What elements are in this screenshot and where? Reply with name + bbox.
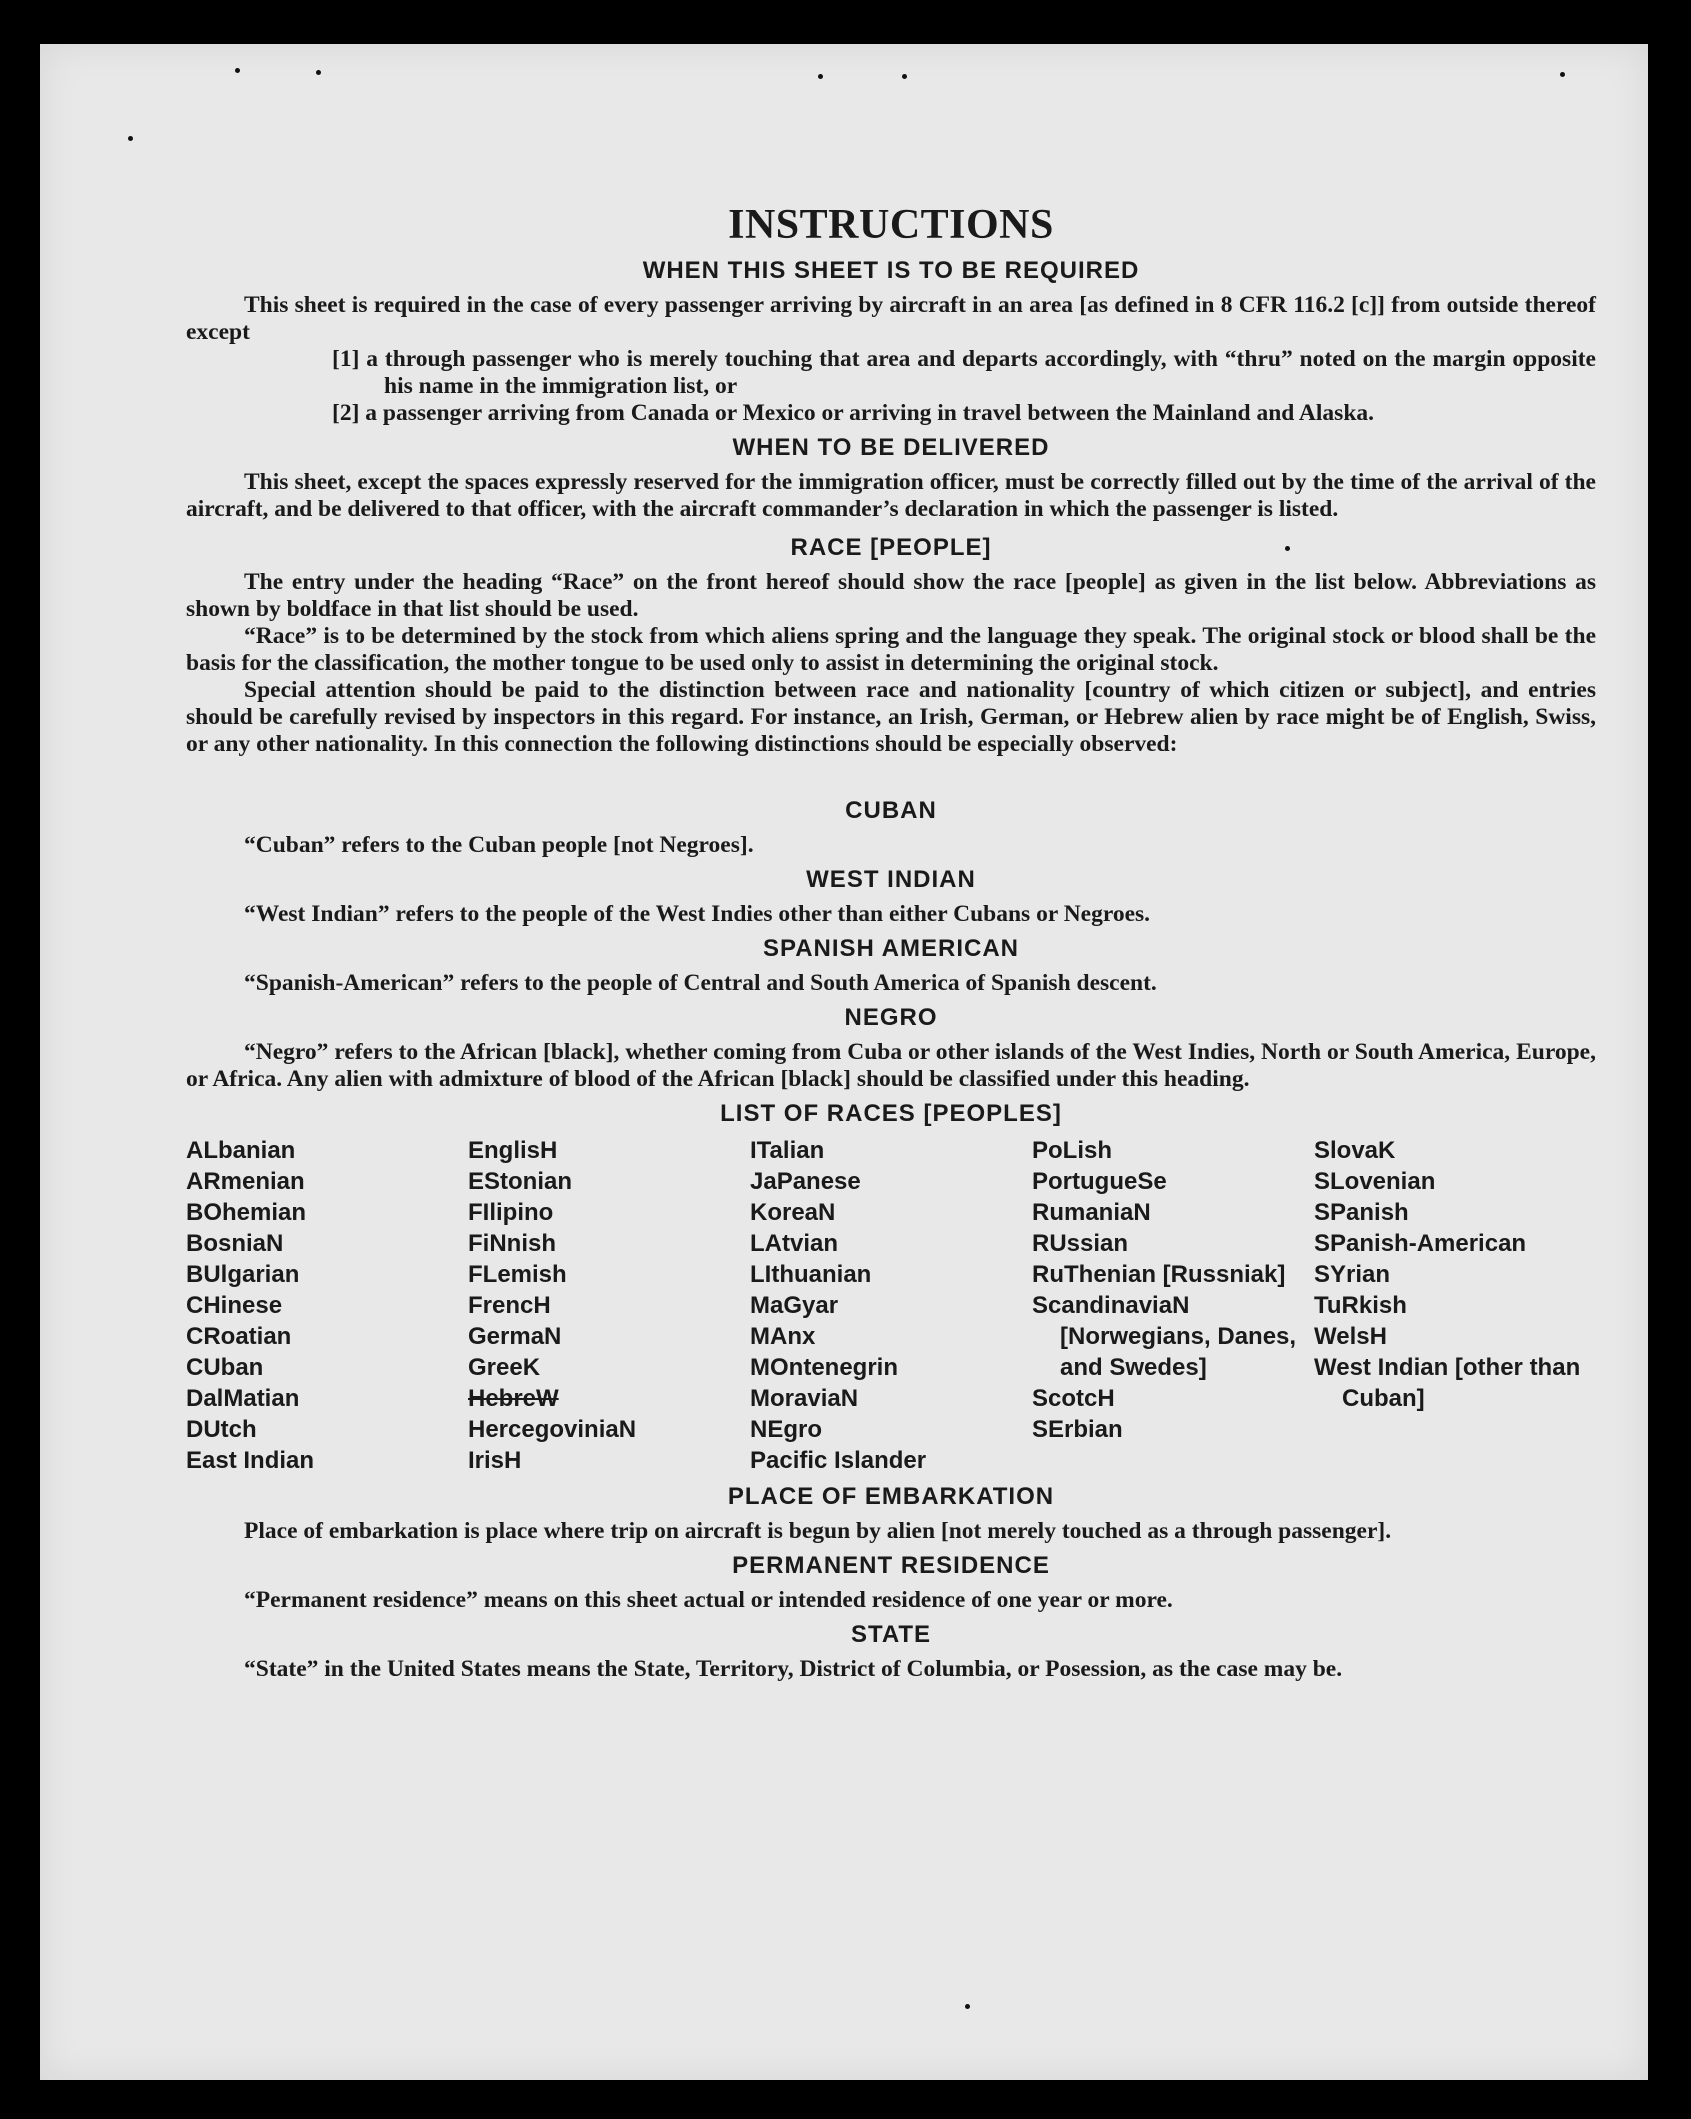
race-item: MOntenegrin	[750, 1354, 898, 1381]
race-item: RuThenian [Russniak]	[1032, 1261, 1286, 1288]
race-item: ScandinaviaN [Norwegians, Danes, and Swedes]	[1032, 1292, 1297, 1381]
residence-text: “Permanent residence” means on this sheet actual or intended residence of one year or more.	[244, 1587, 1173, 1613]
race-item-struck: HebreW	[468, 1385, 559, 1412]
section-heading-cuban: CUBAN	[845, 797, 937, 824]
race-item: RumaniaN	[1032, 1199, 1151, 1226]
race-item: FiNnish	[468, 1230, 556, 1257]
race-paragraph-2: “Race” is to be determined by the stock from which aliens spring and the language they speak. The original stock or blood shall be the basis for the classification, the mother tongue to be used only to assist in determining the original stock.	[186, 623, 1596, 676]
section-heading-residence: PERMANENT RESIDENCE	[732, 1552, 1050, 1579]
race-item: FrencH	[468, 1292, 551, 1319]
required-item-1: [1] a through passenger who is merely touching that area and departs accordingly, with “thru” noted on the margin opposite his name in the immigration list, or	[332, 346, 1596, 399]
race-item: MaGyar	[750, 1292, 839, 1319]
race-item: SYrian	[1314, 1261, 1391, 1288]
race-item: PortugueSe	[1032, 1168, 1167, 1195]
race-item: TuRkish	[1314, 1292, 1407, 1319]
race-item: ScotcH	[1032, 1385, 1115, 1412]
speck-mark	[1560, 72, 1565, 77]
section-heading-state: STATE	[850, 1621, 932, 1648]
race-item: SLovenian	[1314, 1168, 1436, 1195]
race-item: Pacific Islander	[750, 1447, 927, 1474]
race-item: PoLish	[1032, 1137, 1113, 1164]
race-item: LIthuanian	[750, 1261, 872, 1288]
race-item: SPanish-American	[1314, 1230, 1527, 1257]
race-item: DalMatian	[186, 1385, 300, 1412]
race-paragraph-3: Special attention should be paid to the distinction between race and nationality [country of which citizen or subject], and entries should be carefully revised by inspectors in this regard. For instance, an Irish, German, or Hebrew alien by race might be of English, Swiss, or any other nationality. In this connection the following distinctions should be especially observed:	[186, 677, 1596, 757]
section-heading-negro: NEGRO	[844, 1004, 938, 1031]
race-item: IrisH	[468, 1447, 522, 1474]
delivered-text: This sheet, except the spaces expressly reserved for the immigration officer, must be correctly filled out by the time of the arrival of the aircraft, and be delivered to that officer, with the aircraft commander’s declaration in which the passenger is listed.	[186, 469, 1596, 522]
race-item: West Indian [other than Cuban]	[1314, 1354, 1581, 1412]
race-paragraph-1: The entry under the heading “Race” on the front hereof should show the race [people] as given in the list below. Abbreviations as shown by boldface in that list should be used.	[186, 569, 1596, 622]
section-heading-west-indian: WEST INDIAN	[806, 866, 976, 893]
race-item: FLemish	[468, 1261, 567, 1288]
section-heading-list-of-races: LIST OF RACES [PEOPLES]	[720, 1100, 1062, 1127]
race-item: GreeK	[468, 1354, 541, 1381]
race-item: FIlipino	[468, 1199, 554, 1226]
race-item: MAnx	[750, 1323, 816, 1350]
race-item: WelsH	[1314, 1323, 1387, 1350]
race-item: ARmenian	[186, 1168, 305, 1195]
race-item: SlovaK	[1314, 1137, 1396, 1164]
embarkation-text: Place of embarkation is place where trip on aircraft is begun by alien [not merely touched as a through passenger].	[244, 1518, 1392, 1544]
speck-mark	[902, 74, 907, 79]
section-heading-required: WHEN THIS SHEET IS TO BE REQUIRED	[642, 257, 1140, 284]
race-item: NEgro	[750, 1416, 822, 1443]
spanish-american-text: “Spanish-American” refers to the people of Central and South America of Spanish descent.	[244, 970, 1157, 996]
race-item: BosniaN	[186, 1230, 284, 1257]
section-heading-delivered: WHEN TO BE DELIVERED	[732, 434, 1050, 461]
race-item: CUban	[186, 1354, 264, 1381]
races-column-1	[186, 1135, 468, 1476]
race-item: BOhemian	[186, 1199, 307, 1226]
race-item: DUtch	[186, 1416, 257, 1443]
race-item: KoreaN	[750, 1199, 836, 1226]
race-item: JaPanese	[750, 1168, 861, 1195]
race-item: EnglisH	[468, 1137, 558, 1164]
race-item: ALbanian	[186, 1137, 296, 1164]
instructions-content	[186, 154, 1596, 1683]
page-title: INSTRUCTIONS	[728, 202, 1054, 248]
race-item: BUlgarian	[186, 1261, 300, 1288]
race-item: EStonian	[468, 1168, 573, 1195]
race-item: CHinese	[186, 1292, 283, 1319]
races-column-5	[1314, 1135, 1596, 1476]
race-item: GermaN	[468, 1323, 562, 1350]
required-intro: This sheet is required in the case of every passenger arriving by aircraft in an area [as defined in 8 CFR 116.2 [c]] from outside thereof except	[186, 292, 1596, 345]
races-column-3	[750, 1135, 1032, 1476]
section-heading-embarkation: PLACE OF EMBARKATION	[727, 1483, 1055, 1510]
section-heading-spanish-american: SPANISH AMERICAN	[762, 935, 1019, 962]
speck-mark	[965, 2004, 970, 2009]
document-sheet	[40, 44, 1648, 2080]
race-item: MoraviaN	[750, 1385, 859, 1412]
west-indian-text: “West Indian” refers to the people of the West Indies other than either Cubans or Negroes.	[244, 901, 1151, 927]
race-item: SErbian	[1032, 1416, 1123, 1443]
cuban-text: “Cuban” refers to the Cuban people [not Negroes].	[244, 832, 754, 858]
races-list	[186, 1135, 1596, 1476]
speck-mark	[128, 136, 133, 141]
required-item-2: [2] a passenger arriving from Canada or Mexico or arriving in travel between the Mainland and Alaska.	[332, 400, 1375, 426]
race-item: East Indian	[186, 1447, 315, 1474]
race-item: ITalian	[750, 1137, 825, 1164]
race-item: CRoatian	[186, 1323, 292, 1350]
races-column-4	[1032, 1135, 1314, 1476]
race-item: LAtvian	[750, 1230, 839, 1257]
speck-mark	[818, 74, 823, 79]
speck-mark	[316, 70, 321, 75]
race-item: SPanish	[1314, 1199, 1409, 1226]
races-column-2	[468, 1135, 750, 1476]
negro-text: “Negro” refers to the African [black], whether coming from Cuba or other islands of the West Indies, North or South America, Europe, or Africa. Any alien with admixture of blood of the African [black] should be classified under this heading.	[186, 1039, 1596, 1092]
section-heading-race: RACE [PEOPLE]	[790, 534, 992, 561]
race-item: HercegoviniaN	[468, 1416, 637, 1443]
state-text: “State” in the United States means the State, Territory, District of Columbia, or Posession, as the case may be.	[244, 1656, 1343, 1682]
speck-mark	[235, 68, 240, 73]
race-item: RUssian	[1032, 1230, 1129, 1257]
